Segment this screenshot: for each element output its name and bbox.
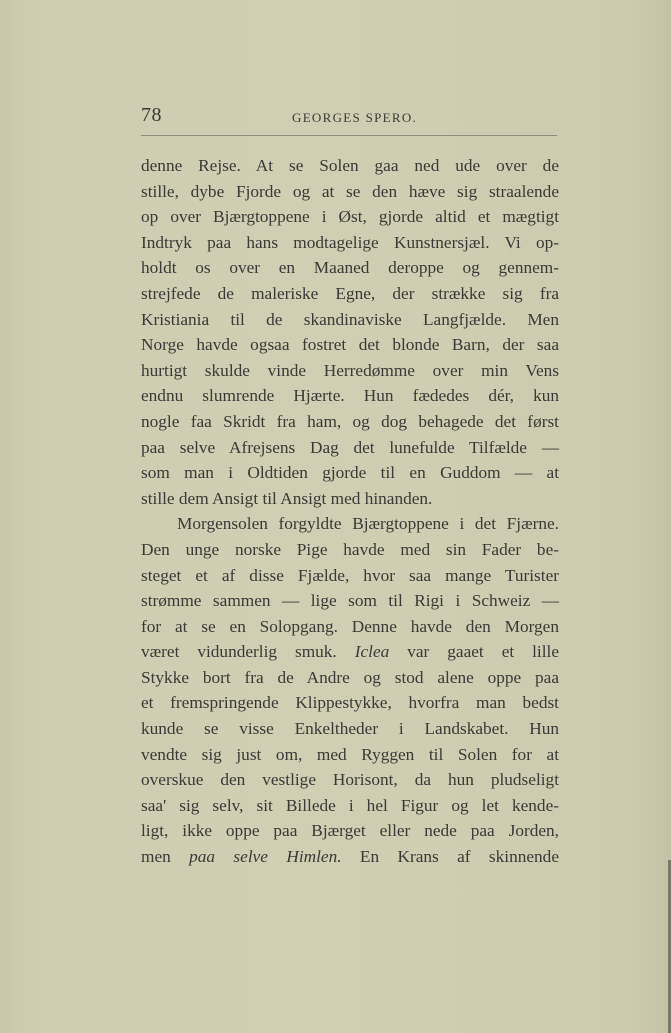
text-line: Stykke bort fra de Andre og stod alene oppe paa bbox=[141, 667, 559, 687]
text-line: strejfede de maleriske Egne, der strække sig fra bbox=[141, 283, 559, 303]
page-number: 78 bbox=[141, 104, 162, 126]
body-text bbox=[141, 153, 559, 870]
text-line: som man i Oldtiden gjorde til en Guddom — at bbox=[141, 463, 559, 483]
text-segment: været vidunderlig smuk. bbox=[141, 642, 337, 662]
text-segment: var gaaet et lille bbox=[407, 642, 559, 662]
text-line: ligt, ikke oppe paa Bjærget eller nede paa Jorden, bbox=[141, 821, 559, 841]
text-line: et fremspringende Klippestykke, hvorfra man bedst bbox=[141, 693, 559, 713]
text-line: op over Bjærgtoppene i Øst, gjorde altid et mægtigt bbox=[141, 207, 559, 227]
text-line: overskue den vestlige Horisont, da hun pludseligt bbox=[141, 770, 559, 790]
page-header bbox=[141, 104, 557, 134]
text-line: for at se en Solopgang. Denne havde den Morgen bbox=[141, 616, 559, 636]
text-line: kunde se visse Enkeltheder i Landskabet. Hun bbox=[141, 719, 559, 739]
text-line: saa' sig selv, sit Billede i hel Figur og let kende- bbox=[141, 795, 559, 815]
text-segment: En Krans af skinnende bbox=[359, 847, 559, 867]
paragraph-start-line: Morgensolen forgyldte Bjærgtoppene i det Fjærne. bbox=[177, 514, 559, 534]
running-head: GEORGES SPERO. bbox=[292, 110, 418, 125]
text-line: nogle faa Skridt fra ham, og dog behagede det først bbox=[141, 411, 559, 431]
text-line: steget et af disse Fjælde, hvor saa mange Turister bbox=[141, 565, 559, 585]
text-line: Den unge norske Pige havde med sin Fader be- bbox=[141, 539, 559, 559]
text-line-with-italic bbox=[141, 844, 559, 870]
paragraph-end-line: stille dem Ansigt til Ansigt med hinanden. bbox=[141, 488, 433, 508]
text-line: strømme sammen — lige som til Rigi i Schweiz — bbox=[141, 591, 559, 611]
text-line: Kristiania til de skandinaviske Langfjælde. Men bbox=[141, 309, 559, 329]
text-line-with-name bbox=[141, 639, 559, 665]
text-line: hurtigt skulde vinde Herredømme over min Vens bbox=[141, 360, 559, 380]
italic-name-iclea: Iclea bbox=[354, 642, 390, 662]
text-line: Norge havde ogsaa fostret det blonde Barn, der saa bbox=[141, 335, 559, 355]
text-line: endnu slumrende Hjærte. Hun fædedes dér, kun bbox=[141, 386, 559, 406]
text-line: stille, dybe Fjorde og at se den hæve sig straalende bbox=[141, 181, 559, 201]
text-line: paa selve Afrejsens Dag det lunefulde Tilfælde — bbox=[141, 437, 559, 457]
text-line: denne Rejse. At se Solen gaa ned ude over de bbox=[141, 156, 559, 175]
text-line: vendte sig just om, med Ryggen til Solen for at bbox=[141, 744, 559, 764]
text-line: holdt os over en Maaned deroppe og gennem- bbox=[141, 258, 559, 278]
text-line: Indtryk paa hans modtagelige Kunstnersjæl. Vi op- bbox=[141, 232, 559, 252]
italic-phrase: paa selve Himlen. bbox=[189, 847, 342, 867]
header-rule bbox=[141, 135, 557, 136]
text-segment: men bbox=[141, 847, 171, 867]
